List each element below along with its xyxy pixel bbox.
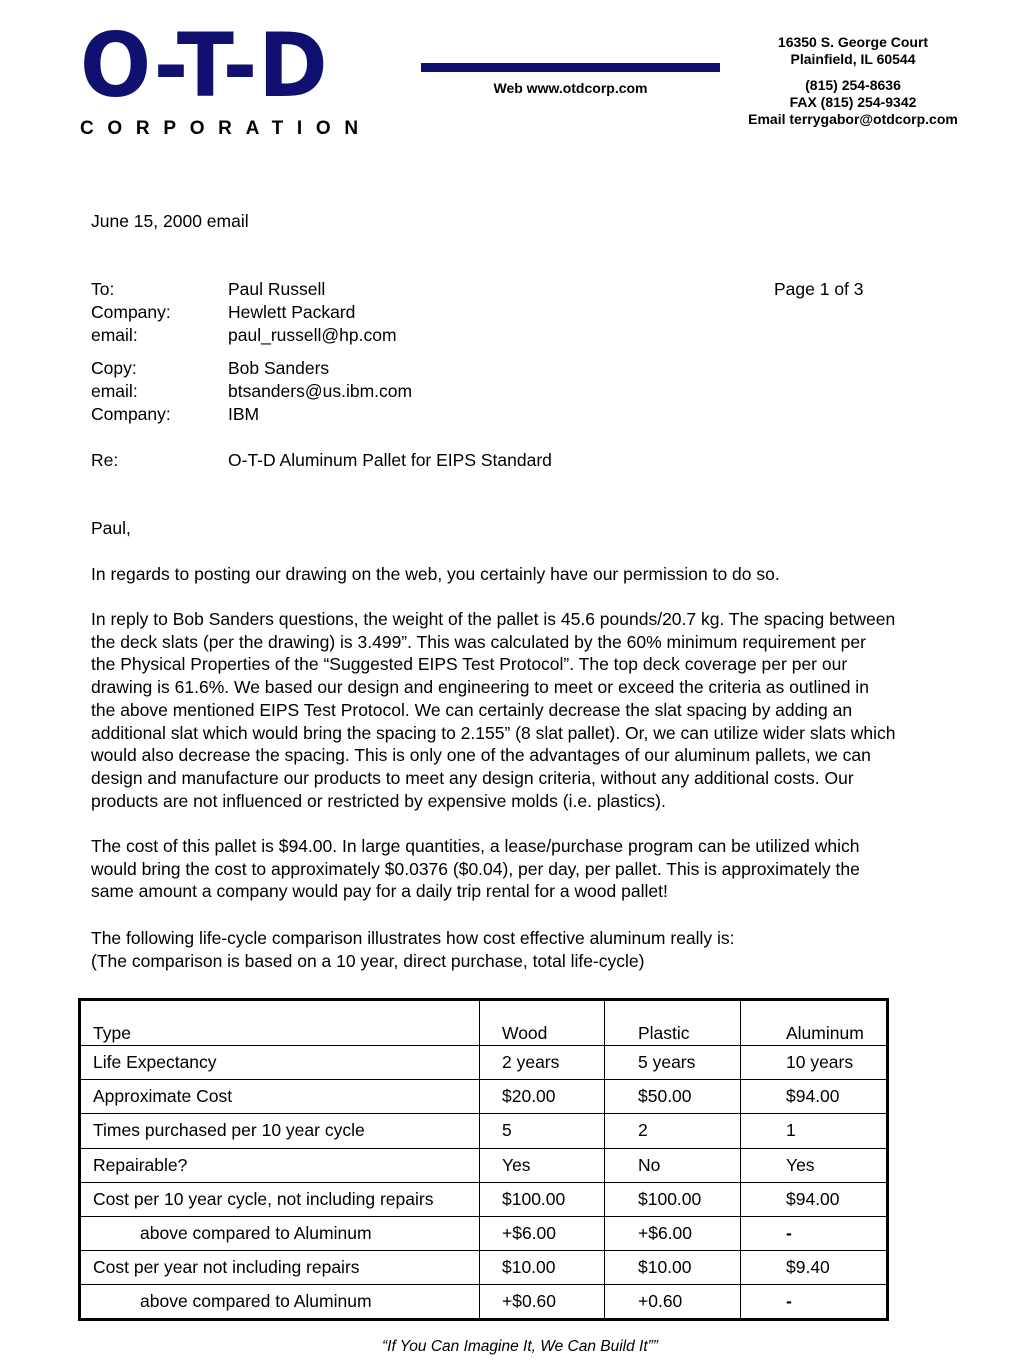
table-cell: +$6.00 [605,1216,741,1250]
table-cell: $20.00 [480,1080,605,1114]
copy-email-value: btsanders@us.ibm.com [228,381,413,401]
paragraph-line: The following life-cycle comparison illustrates how cost effective aluminum really is: [91,928,735,948]
table-cell: 10 years [741,1046,888,1080]
table-cell: $9.40 [741,1251,888,1285]
paragraph-permission [91,563,780,586]
table-cell: above compared to Aluminum [80,1285,480,1319]
life-cycle-comparison-table [78,998,889,1321]
paragraph-line: design and manufacture our products to meet any design criteria, without any additional costs. Our [91,767,854,788]
to-value: Paul Russell [228,279,326,299]
address-line-2: Plainfield, IL 60544 [790,51,916,67]
table-cell: No [605,1148,741,1182]
paragraph-line: the above mentioned EIPS Test Protocol. We can certainly decrease the slat spacing by adding an [91,699,853,720]
table-cell: Repairable? [80,1148,480,1182]
paragraph-line: In reply to Bob Sanders questions, the weight of the pallet is 45.6 pounds/20.7 kg. The spacing between [91,609,896,629]
paragraph-line: The cost of this pallet is $94.00. In large quantities, a lease/purchase program can be utilized which [91,836,860,856]
copy-company-value: IBM [228,404,260,424]
paragraph-line: products are not influenced or restricted by expensive molds (i.e. plastics). [91,790,666,811]
table-row [80,1080,888,1114]
paragraph-line: would bring the cost to approximately $0.0376 ($0.04), per day, per pallet. This is approximately the [91,858,860,879]
re-value: O-T-D Aluminum Pallet for EIPS Standard [228,450,552,470]
paragraph-line: same amount a company would pay for a daily trip rental for a wood pallet! [91,881,668,902]
paragraph-line: the Physical Properties of the “Suggested EIPS Test Protocol”. The top deck coverage per per our [91,654,848,675]
fax-number: FAX (815) 254-9342 [789,94,917,110]
paragraph-specs [91,608,895,812]
address-line-1: 16350 S. George Court [777,34,929,50]
table-cell: 2 [605,1114,741,1148]
table-row [80,1251,888,1285]
table-cell: 2 years [480,1046,605,1080]
table-row [80,1182,888,1216]
table-cell: - [741,1216,888,1250]
table-cell: - [741,1285,888,1319]
contact-email: Email terrygabor@otdcorp.com [748,111,958,127]
company-value: Hewlett Packard [228,302,356,322]
to-label: To: [91,279,115,299]
copy-email-label: email: [91,381,138,401]
page-number: Page 1 of 3 [774,279,864,299]
table-cell: +$0.60 [480,1285,605,1319]
paragraph-line: In regards to posting our drawing on the web, you certainly have our permission to do so. [91,564,780,584]
company-label: Company: [91,302,171,322]
table-cell: $100.00 [605,1182,741,1216]
salutation: Paul, [91,518,131,538]
table-cell: Type [80,1000,480,1046]
copy-company-label: Company: [91,404,171,424]
table-cell: $10.00 [480,1251,605,1285]
table-cell: $10.00 [605,1251,741,1285]
table-cell: above compared to Aluminum [80,1216,480,1250]
paragraph-line: additional slat which would bring the spacing to 2.155” (8 slat pallet). Or, we can utilize wider slats which [91,722,896,743]
company-logo-subtitle: CORPORATION [80,118,372,139]
table-cell: +$6.00 [480,1216,605,1250]
table-cell: $50.00 [605,1080,741,1114]
table-cell: +0.60 [605,1285,741,1319]
contact-block [720,77,986,128]
table-cell: Yes [480,1148,605,1182]
table-cell: Approximate Cost [80,1080,480,1114]
table-row [80,1216,888,1250]
re-label: Re: [91,450,119,470]
paragraph-cost [91,835,860,903]
date-line: June 15, 2000 email [91,211,249,231]
table-cell: Cost per year not including repairs [80,1251,480,1285]
table-row [80,1285,888,1319]
table-cell: 5 years [605,1046,741,1080]
table-header-row [80,1000,888,1046]
table-cell: $100.00 [480,1182,605,1216]
table-cell: Aluminum [741,1000,888,1046]
address-block [720,34,986,68]
table-cell: 5 [480,1114,605,1148]
footer-slogan: “If You Can Imagine It, We Can Build It”” [382,1338,658,1355]
table-cell: Plastic [605,1000,741,1046]
phone-number: (815) 254-8636 [805,77,901,93]
header-rule [421,63,720,72]
table-cell: $94.00 [741,1182,888,1216]
website-text: Web www.otdcorp.com [493,80,648,96]
table-row [80,1114,888,1148]
paragraph-line: drawing is 61.6%. We based our design and engineering to meet or exceed the criteria as outlined in [91,677,869,698]
table-cell: Wood [480,1000,605,1046]
table-cell: Life Expectancy [80,1046,480,1080]
table-cell: 1 [741,1114,888,1148]
table-cell: Cost per 10 year cycle, not including repairs [80,1182,480,1216]
copy-value: Bob Sanders [228,358,330,378]
email-value: paul_russell@hp.com [228,325,397,345]
table-row [80,1046,888,1080]
paragraph-comparison-intro [91,927,735,972]
copy-label: Copy: [91,358,137,378]
paragraph-line: the deck slats (per the drawing) is 3.499”. This was calculated by the 60% minimum requirement per [91,631,866,652]
paragraph-line: would also decrease the spacing. This is only one of the advantages of our aluminum pallets, we can [91,745,871,766]
table-cell: Yes [741,1148,888,1182]
paragraph-line: (The comparison is based on a 10 year, direct purchase, total life-cycle) [91,950,645,971]
table-cell: $94.00 [741,1080,888,1114]
table-row [80,1148,888,1182]
table-cell: Times purchased per 10 year cycle [80,1114,480,1148]
email-label: email: [91,325,138,345]
company-logo: O-T-D [80,14,329,117]
